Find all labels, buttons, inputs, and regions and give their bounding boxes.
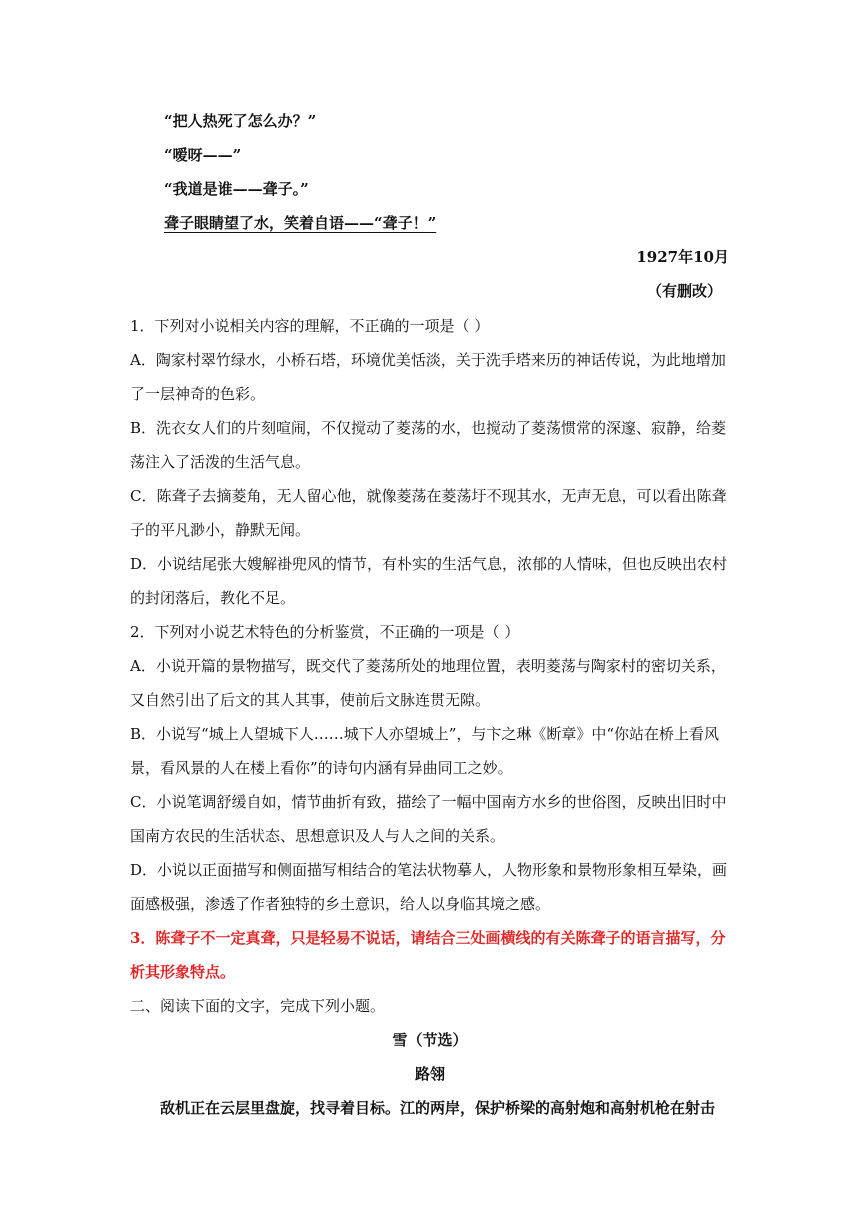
q2-option-c-cont: 国南方农民的生活状态、思想意识及人与人之间的关系。 xyxy=(130,827,506,845)
q1-stem: 1．下列对小说相关内容的理解，不正确的一项是（ ） xyxy=(130,317,490,335)
q3-question: 3．陈聋子不一定真聋，只是轻易不说话，请结合三处画横线的有关陈聋子的语言描写，分 xyxy=(130,929,726,947)
q2-option-a: A．小说开篇的景物描写，既交代了菱荡所处的地理位置，表明菱荡与陶家村的密切关系， xyxy=(130,657,726,675)
q2-option-a-cont: 又自然引出了后文的其人其事，使前后文脉连贯无隙。 xyxy=(130,691,491,709)
q1-option-a: A．陶家村翠竹绿水，小桥石塔，环境优美恬淡，关于洗手塔来历的神话传说，为此地增加 xyxy=(130,351,726,369)
q2-stem: 2．下列对小说艺术特色的分析鉴赏，不正确的一项是（ ） xyxy=(130,623,520,641)
q1-option-b-cont: 荡注入了活泼的生活气息。 xyxy=(130,453,311,471)
passage-first-line: 敌机正在云层里盘旋，找寻着目标。江的两岸，保护桥梁的高射炮和高射机枪在射击 xyxy=(160,1099,716,1117)
closing-line-underlined: 聋子眼睛望了水，笑着自语——“聋子！” xyxy=(164,214,437,232)
q2-option-b-cont: 景，看风景的人在楼上看你”的诗句内涵有异曲同工之妙。 xyxy=(130,759,513,777)
passage-author: 路翎 xyxy=(414,1065,445,1083)
q1-option-d: D．小说结尾张大嫂解褂兜风的情节，有朴实的生活气息，浓郁的人情味，但也反映出农村 xyxy=(130,555,728,573)
q1-option-b: B．洗衣女人们的片刻喧闹，不仅搅动了菱荡的水，也搅动了菱荡惯常的深邃、寂静，给菱 xyxy=(130,419,727,437)
date: 1927年10月 xyxy=(636,248,729,266)
q1-option-a-cont: 了一层神奇的色彩。 xyxy=(130,385,266,403)
q1-option-c-cont: 子的平凡渺小，静默无闻。 xyxy=(130,521,311,539)
section-heading: 二、阅读下面的文字，完成下列小题。 xyxy=(130,997,386,1015)
q2-option-d-cont: 面感极强，渗透了作者独特的乡土意识，给人以身临其境之感。 xyxy=(130,895,551,913)
revision-note: （有删改） xyxy=(646,282,722,300)
q3-question-cont: 析其形象特点。 xyxy=(130,963,236,981)
dialogue-line-2: “嗳呀——” xyxy=(164,146,242,164)
dialogue-line-3: “我道是谁——聋子。” xyxy=(164,180,309,198)
dialogue-line-1: “把人热死了怎么办？” xyxy=(164,112,317,130)
q2-option-b: B．小说写“城上人望城下人……城下人亦望城上”，与卞之琳《断章》中“你站在桥上看风 xyxy=(130,725,720,743)
q1-option-d-cont: 的封闭落后，教化不足。 xyxy=(130,589,296,607)
q2-option-d: D．小说以正面描写和侧面描写相结合的笔法状物摹人，人物形象和景物形象相互晕染，画 xyxy=(130,861,728,879)
q1-option-c: C．陈聋子去摘菱角，无人留心他，就像菱荡在菱荡圩不现其水，无声无息，可以看出陈聋 xyxy=(130,487,727,505)
q2-option-c: C．小说笔调舒缓自如，情节曲折有致，描绘了一幅中国南方水乡的世俗图，反映出旧时中 xyxy=(130,793,727,811)
passage-title: 雪（节选） xyxy=(392,1031,468,1049)
